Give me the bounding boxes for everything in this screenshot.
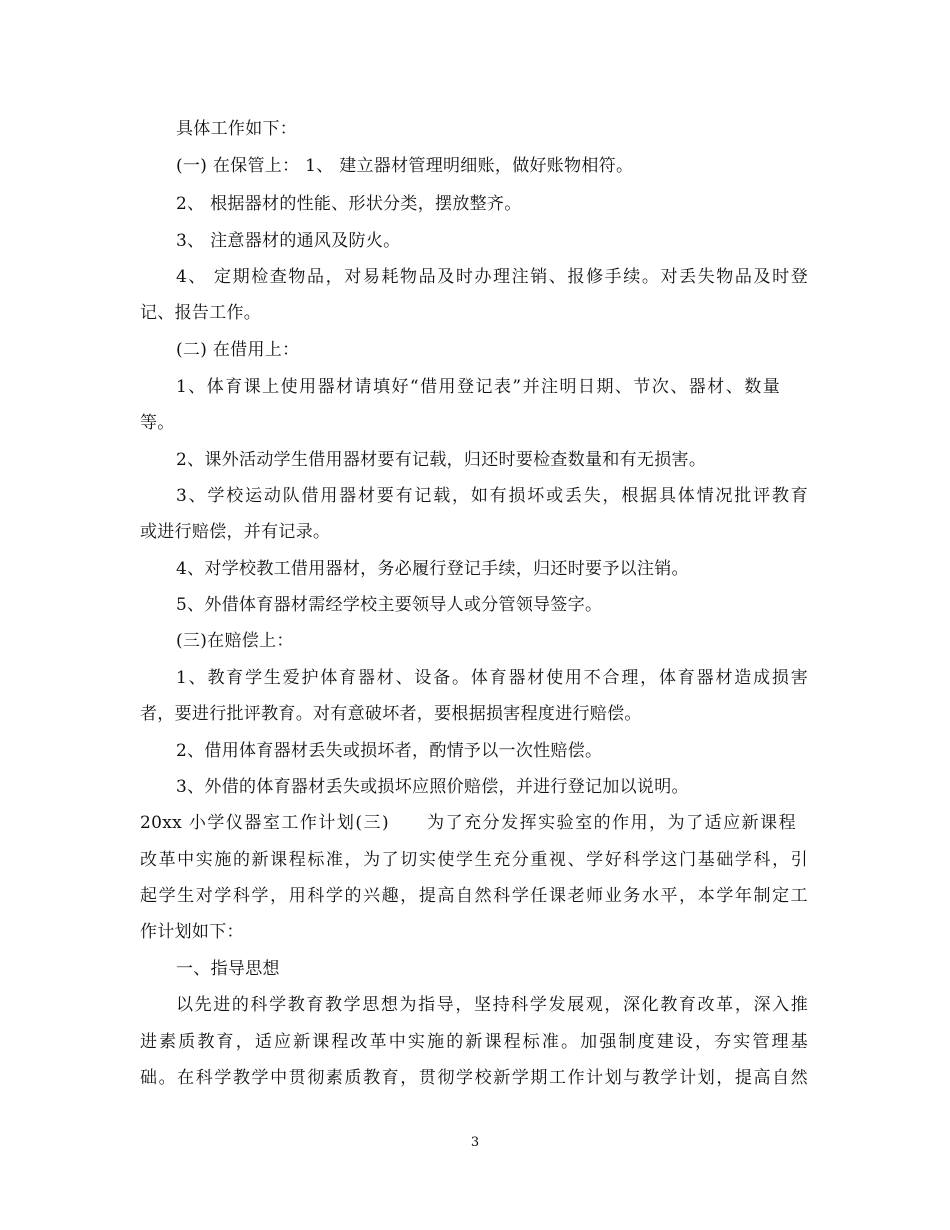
- page-number: 3: [470, 1135, 480, 1150]
- text-line: 4、对学校教工借用器材，务必履行登记手续，归还时要予以注销。: [176, 559, 689, 579]
- text-line: 20xx 小学仪器室工作计划(三) 为了充分发挥实验室的作用，为了适应新课程: [140, 813, 796, 833]
- text-line: 3、外借的体育器材丢失或损坏应照价赔偿，并进行登记加以说明。: [176, 777, 689, 797]
- text-line: 进素质教育，适应新课程改革中实施的新课程标准。加强制度建设，夯实管理基: [140, 1032, 808, 1052]
- text-line: 改革中实施的新课程标准，为了切实使学生充分重视、学好科学这门基础学科，引: [140, 850, 808, 870]
- text-line: 或进行赔偿，并有记录。: [140, 522, 331, 542]
- text-line: 4、 定期检查物品，对易耗物品及时办理注销、报修手续。对丢失物品及时登: [176, 267, 808, 287]
- text-line: 1、教育学生爱护体育器材、设备。体育器材使用不合理，体育器材造成损害: [176, 668, 808, 688]
- text-line: 2、借用体育器材丢失或损坏者，酌情予以一次性赔偿。: [176, 741, 603, 761]
- text-line: 以先进的科学教育教学思想为指导，坚持科学发展观，深化教育改革，深入推: [176, 995, 808, 1015]
- text-line: 2、课外活动学生借用器材要有记载，归还时要检查数量和有无损害。: [176, 450, 707, 470]
- text-line: 起学生对学科学，用科学的兴趣，提高自然科学任课老师业务水平，本学年制定工: [140, 886, 808, 906]
- text-line: (一) 在保管上： 1、 建立器材管理明细账，做好账物相符。: [176, 156, 634, 176]
- text-line: 一、指导思想: [176, 959, 280, 979]
- text-line: 础。在科学教学中贯彻素质教育，贯彻学校新学期工作计划与教学计划，提高自然: [140, 1068, 808, 1088]
- text-line: 3、 注意器材的通风及防火。: [176, 231, 401, 251]
- text-line: 5、外借体育器材需经学校主要领导人或分管领导签字。: [176, 595, 603, 615]
- text-line: (二) 在借用上：: [176, 340, 300, 360]
- text-line: 作计划如下：: [140, 922, 244, 942]
- text-line: 1、体育课上使用器材请填好“借用登记表”并注明日期、节次、器材、数量: [176, 377, 780, 397]
- text-line: 等。: [140, 413, 175, 433]
- text-line: 3、学校运动队借用器材要有记载，如有损坏或丢失，根据具体情况批评教育: [176, 486, 808, 506]
- text-line: 具体工作如下：: [176, 119, 298, 139]
- text-line: 者，要进行批评教育。对有意破坏者，要根据损害程度进行赔偿。: [140, 704, 642, 724]
- text-line: (三)在赔偿上：: [176, 631, 294, 651]
- text-line: 记、报告工作。: [140, 303, 262, 323]
- text-line: 2、 根据器材的性能、形状分类，摆放整齐。: [176, 194, 522, 214]
